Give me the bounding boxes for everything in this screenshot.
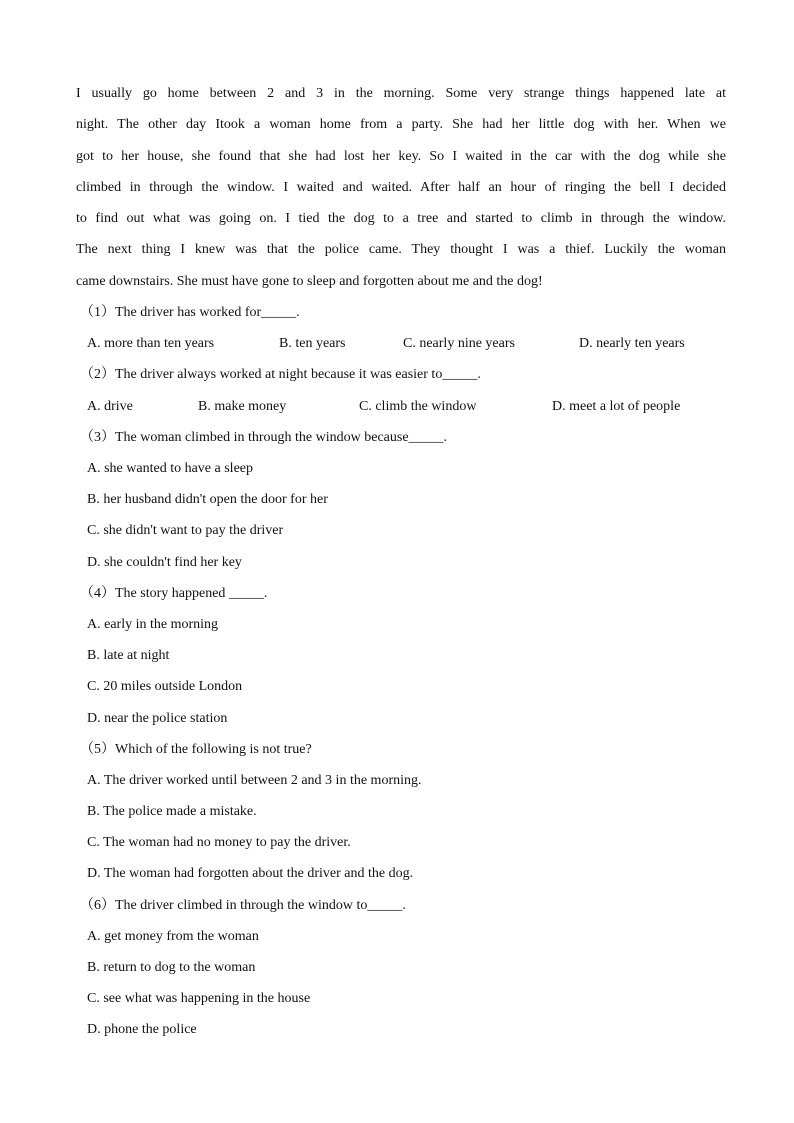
question-stem: （2）The driver always worked at night because it was easier to_____. <box>80 367 481 383</box>
question-1 <box>76 297 726 359</box>
question-6 <box>76 890 726 1046</box>
option-c: C. 20 miles outside London <box>87 679 243 695</box>
option-d: D. meet a lot of people <box>552 398 681 414</box>
question-3 <box>76 422 726 578</box>
option-a: A. drive <box>87 398 133 414</box>
question-stem: （4）The story happened _____. <box>80 585 268 601</box>
passage-line-3: got to her house, she found that she had lost her key. So I waited in the car with the dog while she <box>76 148 726 164</box>
option-row <box>76 391 726 422</box>
option-d: D. she couldn't find her key <box>87 554 242 570</box>
option-d: D. nearly ten years <box>579 336 685 352</box>
option-c: C. climb the window <box>359 398 477 414</box>
option-row <box>76 328 726 359</box>
passage-line-2: night. The other day Itook a woman home from a party. She had her little dog with her. When we <box>76 117 726 133</box>
option-b: B. make money <box>198 398 287 414</box>
question-list <box>76 297 726 1046</box>
reading-passage <box>76 78 726 297</box>
question-2 <box>76 359 726 421</box>
option-b: B. return to dog to the woman <box>87 960 256 976</box>
question-stem: （1）The driver has worked for_____. <box>80 305 300 321</box>
option-b: B. her husband didn't open the door for her <box>87 492 328 508</box>
passage-line-6: The next thing I knew was that the police came. They thought I was a thief. Luckily the woman <box>76 242 726 258</box>
option-a: A. more than ten years <box>87 336 215 352</box>
option-c: C. she didn't want to pay the driver <box>87 523 284 539</box>
question-5 <box>76 734 726 890</box>
passage-line-7: came downstairs. She must have gone to sleep and forgotten about me and the dog! <box>76 273 543 289</box>
question-stem: （5）Which of the following is not true? <box>80 741 312 757</box>
document-page <box>76 78 726 1046</box>
option-c: C. nearly nine years <box>403 336 515 352</box>
question-4 <box>76 578 726 734</box>
question-stem: （6）The driver climbed in through the window to_____. <box>80 897 406 913</box>
option-a: A. she wanted to have a sleep <box>87 461 253 477</box>
option-a: A. early in the morning <box>87 616 219 632</box>
option-b: B. The police made a mistake. <box>87 804 257 820</box>
option-a: A. The driver worked until between 2 and 3 in the morning. <box>87 772 422 788</box>
passage-line-4: climbed in through the window. I waited and waited. After half an hour of ringing the bell I decided <box>76 179 726 195</box>
option-b: B. late at night <box>87 648 170 664</box>
option-d: D. near the police station <box>87 710 228 726</box>
question-stem: （3）The woman climbed in through the window because_____. <box>80 429 448 445</box>
option-a: A. get money from the woman <box>87 928 259 944</box>
passage-line-5: to find out what was going on. I tied the dog to a tree and started to climb in through the window. <box>76 211 726 227</box>
option-d: D. phone the police <box>87 1022 197 1038</box>
option-c: C. The woman had no money to pay the driver. <box>87 835 351 851</box>
option-c: C. see what was happening in the house <box>87 991 311 1007</box>
option-b: B. ten years <box>279 336 346 352</box>
option-d: D. The woman had forgotten about the driver and the dog. <box>87 866 414 882</box>
passage-line-1: I usually go home between 2 and 3 in the morning. Some very strange things happened late at <box>76 86 726 101</box>
